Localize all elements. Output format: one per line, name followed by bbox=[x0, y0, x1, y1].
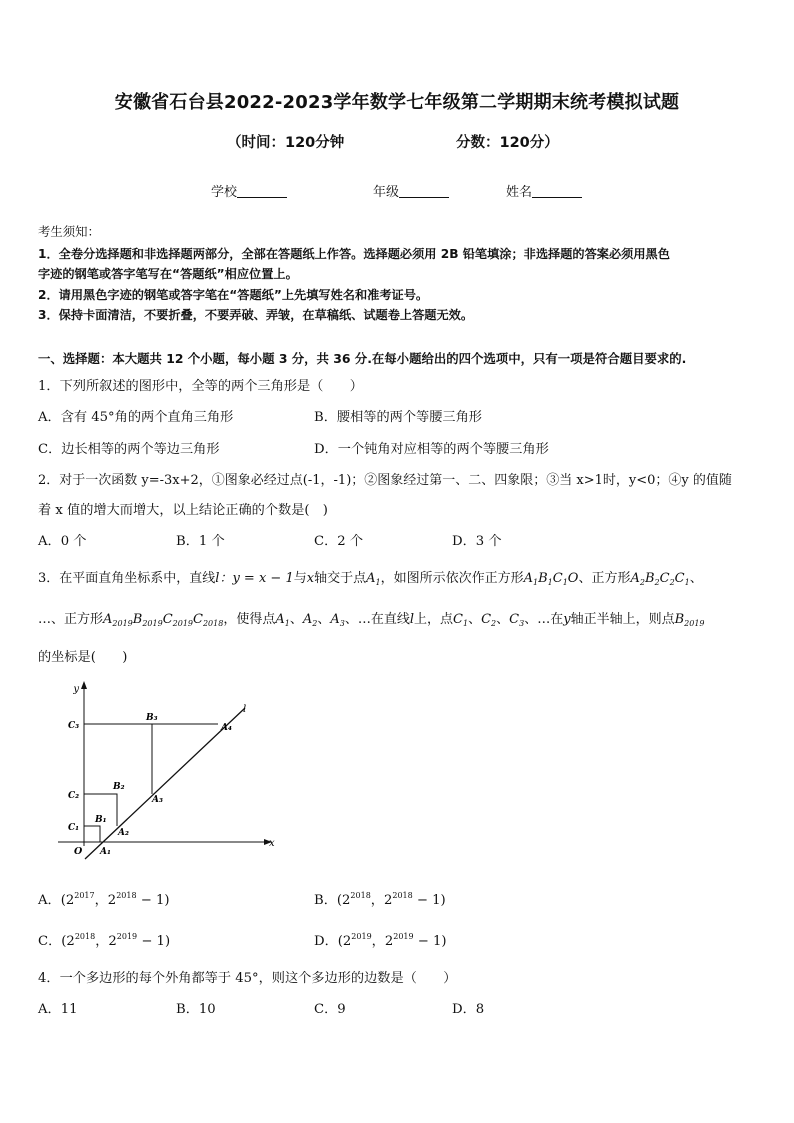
q1-option-d: D．一个钝角对应相等的两个等腰三角形 bbox=[314, 442, 549, 457]
notice-line2: 2．请用黑色字迹的钢笔或答字笔在“答题纸”上先填写姓名和准考证号。 bbox=[38, 288, 429, 302]
q4-option-d: D．8 bbox=[452, 1002, 485, 1017]
a1-label: A₁ bbox=[100, 847, 111, 857]
x-axis-label: x bbox=[269, 838, 275, 849]
q2-option-b: B．1 个 bbox=[176, 534, 225, 549]
q2-option-d: D．3 个 bbox=[452, 534, 502, 549]
q4-option-b: B．10 bbox=[176, 1002, 216, 1017]
q4-option-a: A．11 bbox=[38, 1002, 78, 1017]
q2-option-c: C．2 个 bbox=[314, 534, 364, 549]
grade-label: 年级 bbox=[373, 185, 400, 200]
square-1 bbox=[84, 826, 100, 842]
name-label: 姓名 bbox=[506, 185, 533, 200]
exam-score: 分数：120分） bbox=[456, 135, 559, 151]
y-axis-arrow bbox=[81, 681, 87, 689]
c1-label: C₁ bbox=[68, 823, 80, 833]
exam-time: （时间：120分钟 bbox=[227, 135, 345, 151]
q3-stem-line3: 的坐标是( ) bbox=[38, 650, 128, 665]
q2-stem-line2: 着 x 值的增大而增大，以上结论正确的个数是( ) bbox=[38, 503, 328, 518]
b3-label: B₃ bbox=[146, 713, 158, 723]
q1-option-b: B．腰相等的两个等腰三角形 bbox=[314, 410, 482, 425]
grade-field bbox=[373, 181, 449, 200]
q3-option-a: A．($2^{2017}$，$2^{2018} - 1$) bbox=[38, 891, 170, 908]
q4-option-c: C．9 bbox=[314, 1002, 346, 1017]
q1-option-a: A．含有 45°角的两个直角三角形 bbox=[38, 410, 234, 425]
q1-stem: 1．下列所叙述的图形中，全等的两个三角形是（ ） bbox=[38, 379, 363, 394]
c3-label: C₃ bbox=[68, 721, 80, 731]
q3-option-c: C．($2^{2018}$，$2^{2019} - 1$) bbox=[38, 932, 171, 949]
notice-line3: 3．保持卡面清洁，不要折叠，不要弄破、弄皱，在草稿纸、试题卷上答题无效。 bbox=[38, 308, 474, 322]
section-heading: 一、选择题：本大题共 12 个小题，每小题 3 分，共 36 分.在每小题给出的四个选项中，只有一项是符合题目要求的. bbox=[38, 351, 687, 366]
q3-stem-line1: 3．在平面直角坐标系中，直线l：y = x − 1与x轴交于点$A_1$，如图所示依次作正方形$A_1B_1C_1O$、正方形$A_2B_2C_2C_1$、 bbox=[38, 571, 703, 587]
q1-option-c: C．边长相等的两个等边三角形 bbox=[38, 442, 220, 457]
a3-label: A₃ bbox=[152, 795, 163, 805]
school-label: 学校 bbox=[211, 185, 238, 200]
line-l-label: l bbox=[243, 704, 247, 715]
notice-line1b: 字迹的钢笔或答字笔写在“答题纸”相应位置上。 bbox=[38, 267, 298, 281]
grade-blank bbox=[399, 184, 449, 198]
q3-option-b: B．($2^{2018}$，$2^{2018} - 1$) bbox=[314, 891, 446, 908]
b1-label: B₁ bbox=[95, 815, 107, 825]
q3-figure bbox=[58, 676, 288, 861]
school-blank bbox=[237, 184, 287, 198]
c2-label: C₂ bbox=[68, 791, 80, 801]
q2-stem-line1: 2．对于一次函数 y=-3x+2，①图象必经过点(-1，-1)；②图象经过第一、二、四象限；③当 x>1时，y<0；④y 的值随 bbox=[38, 473, 732, 488]
a2-label: A₂ bbox=[118, 828, 129, 838]
q3-option-d: D．($2^{2019}$，$2^{2019} - 1$) bbox=[314, 932, 447, 949]
school-field bbox=[211, 181, 287, 200]
origin-label: O bbox=[74, 846, 83, 857]
a4-label: A₄ bbox=[221, 723, 232, 733]
q3-stem-line2: …、正方形$A_{2019}B_{2019}C_{2019}C_{2018}$，使得点$A_1$、$A_2$、$A_3$、…在直线l上，点$C_1$、$C_2$、$C_3$、…在y轴正半轴上，则点$B_{2019}$ bbox=[38, 612, 705, 628]
q4-stem: 4．一个多边形的每个外角都等于 45°，则这个多边形的边数是（ ） bbox=[38, 971, 457, 986]
q2-option-a: A．0 个 bbox=[38, 534, 87, 549]
y-axis-label: y bbox=[73, 684, 79, 695]
page-title: 安徽省石台县2022-2023学年数学七年级第二学期期末统考模拟试题 bbox=[114, 92, 680, 113]
notice-heading: 考生须知： bbox=[38, 224, 100, 239]
name-field bbox=[506, 181, 582, 200]
notice-line1a: 1．全卷分选择题和非选择题两部分，全部在答题纸上作答。选择题必须用 2B 铅笔填涂；非选择题的答案必须用黑色 bbox=[38, 247, 670, 261]
name-blank bbox=[532, 184, 582, 198]
b2-label: B₂ bbox=[113, 782, 125, 792]
